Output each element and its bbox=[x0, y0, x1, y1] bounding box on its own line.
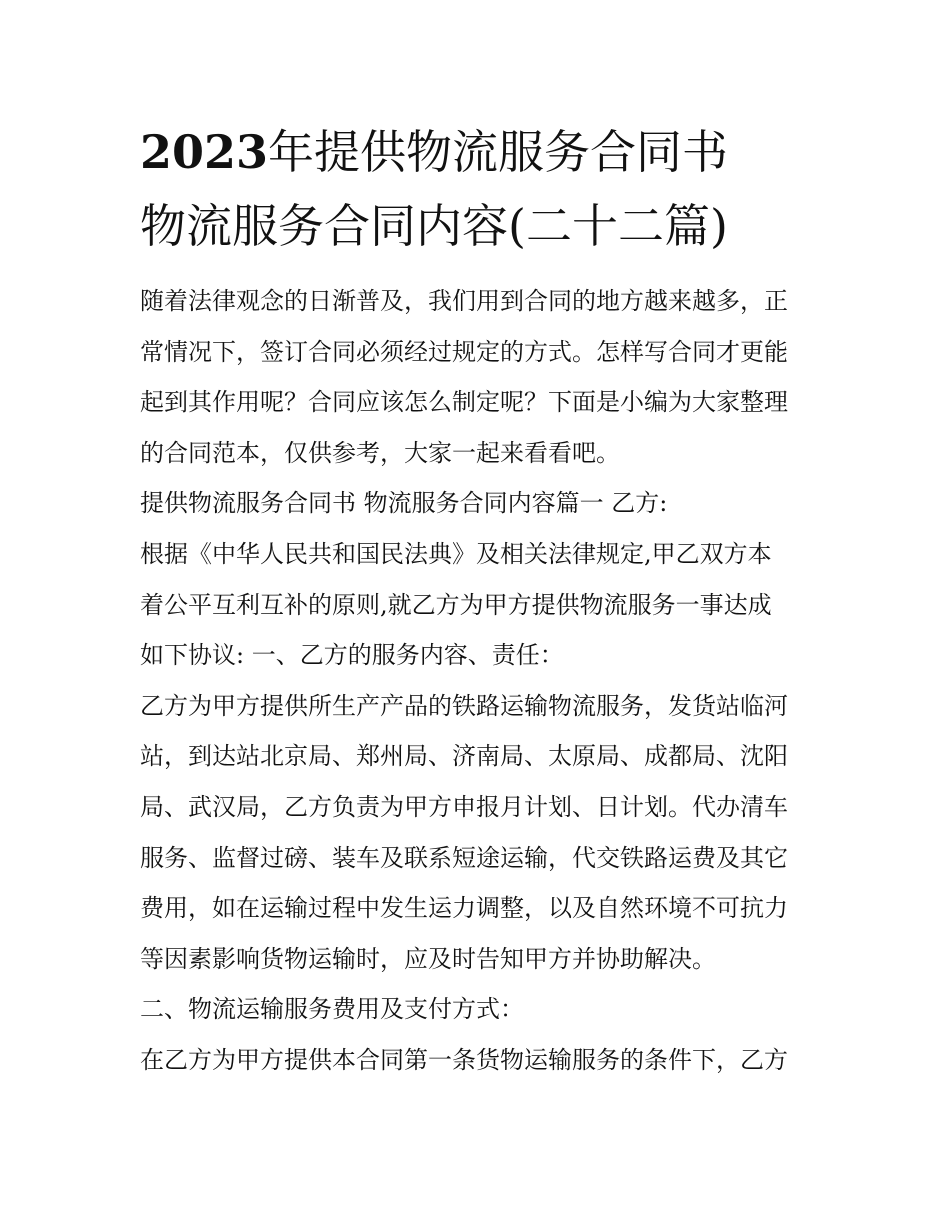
text-line: 如下协议: 一、乙方的服务内容、责任： bbox=[140, 641, 564, 670]
paragraph-fees-heading bbox=[140, 984, 820, 1035]
text-line: 着公平互利互补的原则,就乙方为甲方提供物流服务一事达成 bbox=[140, 590, 772, 619]
paragraph-intro bbox=[140, 276, 820, 478]
paragraph-fees-content bbox=[140, 1035, 820, 1086]
text-line: 服务、监督过磅、装车及联系短途运输，代交铁路运费及其它 bbox=[140, 843, 788, 872]
document-body bbox=[140, 276, 820, 1086]
text-line: 提供物流服务合同书 物流服务合同内容篇一 乙方: bbox=[140, 489, 668, 518]
title-year: 2023 bbox=[140, 125, 269, 179]
document-title bbox=[140, 115, 820, 263]
title-line-2: 物流服务合同内容(二十二篇) bbox=[140, 199, 728, 253]
text-line: 起到其作用呢？合同应该怎么制定呢？下面是小编为大家整理 bbox=[140, 388, 788, 417]
text-line: 二、物流运输服务费用及支付方式： bbox=[140, 995, 524, 1024]
text-line: 随着法律观念的日渐普及，我们用到合同的地方越来越多，正 bbox=[140, 287, 788, 315]
paragraph-agreement-basis bbox=[140, 529, 820, 681]
text-line: 局、武汉局，乙方负责为甲方申报月计划、日计划。代办清车 bbox=[140, 792, 788, 821]
paragraph-service-content bbox=[140, 681, 820, 985]
paragraph-section-heading bbox=[140, 478, 820, 529]
text-line: 费用，如在运输过程中发生运力调整，以及自然环境不可抗力 bbox=[140, 894, 788, 923]
text-line: 等因素影响货物运输时，应及时告知甲方并协助解决。 bbox=[140, 944, 716, 973]
text-line: 乙方为甲方提供所生产产品的铁路运输物流服务，发货站临河 bbox=[140, 691, 788, 720]
text-line: 在乙方为甲方提供本合同第一条货物运输服务的条件下，乙方 bbox=[140, 1045, 788, 1074]
text-line: 的合同范本，仅供参考，大家一起来看看吧。 bbox=[140, 438, 620, 467]
text-line: 根据《中华人民共和国民法典》及相关法律规定,甲乙双方本 bbox=[140, 539, 772, 568]
text-line: 站，到达站北京局、郑州局、济南局、太原局、成都局、沈阳 bbox=[140, 742, 788, 771]
title-line-1 bbox=[140, 115, 820, 189]
title-line-1-text: 年提供物流服务合同书 bbox=[268, 125, 729, 179]
text-line: 常情况下，签订合同必须经过规定的方式。怎样写合同才更能 bbox=[140, 337, 788, 366]
